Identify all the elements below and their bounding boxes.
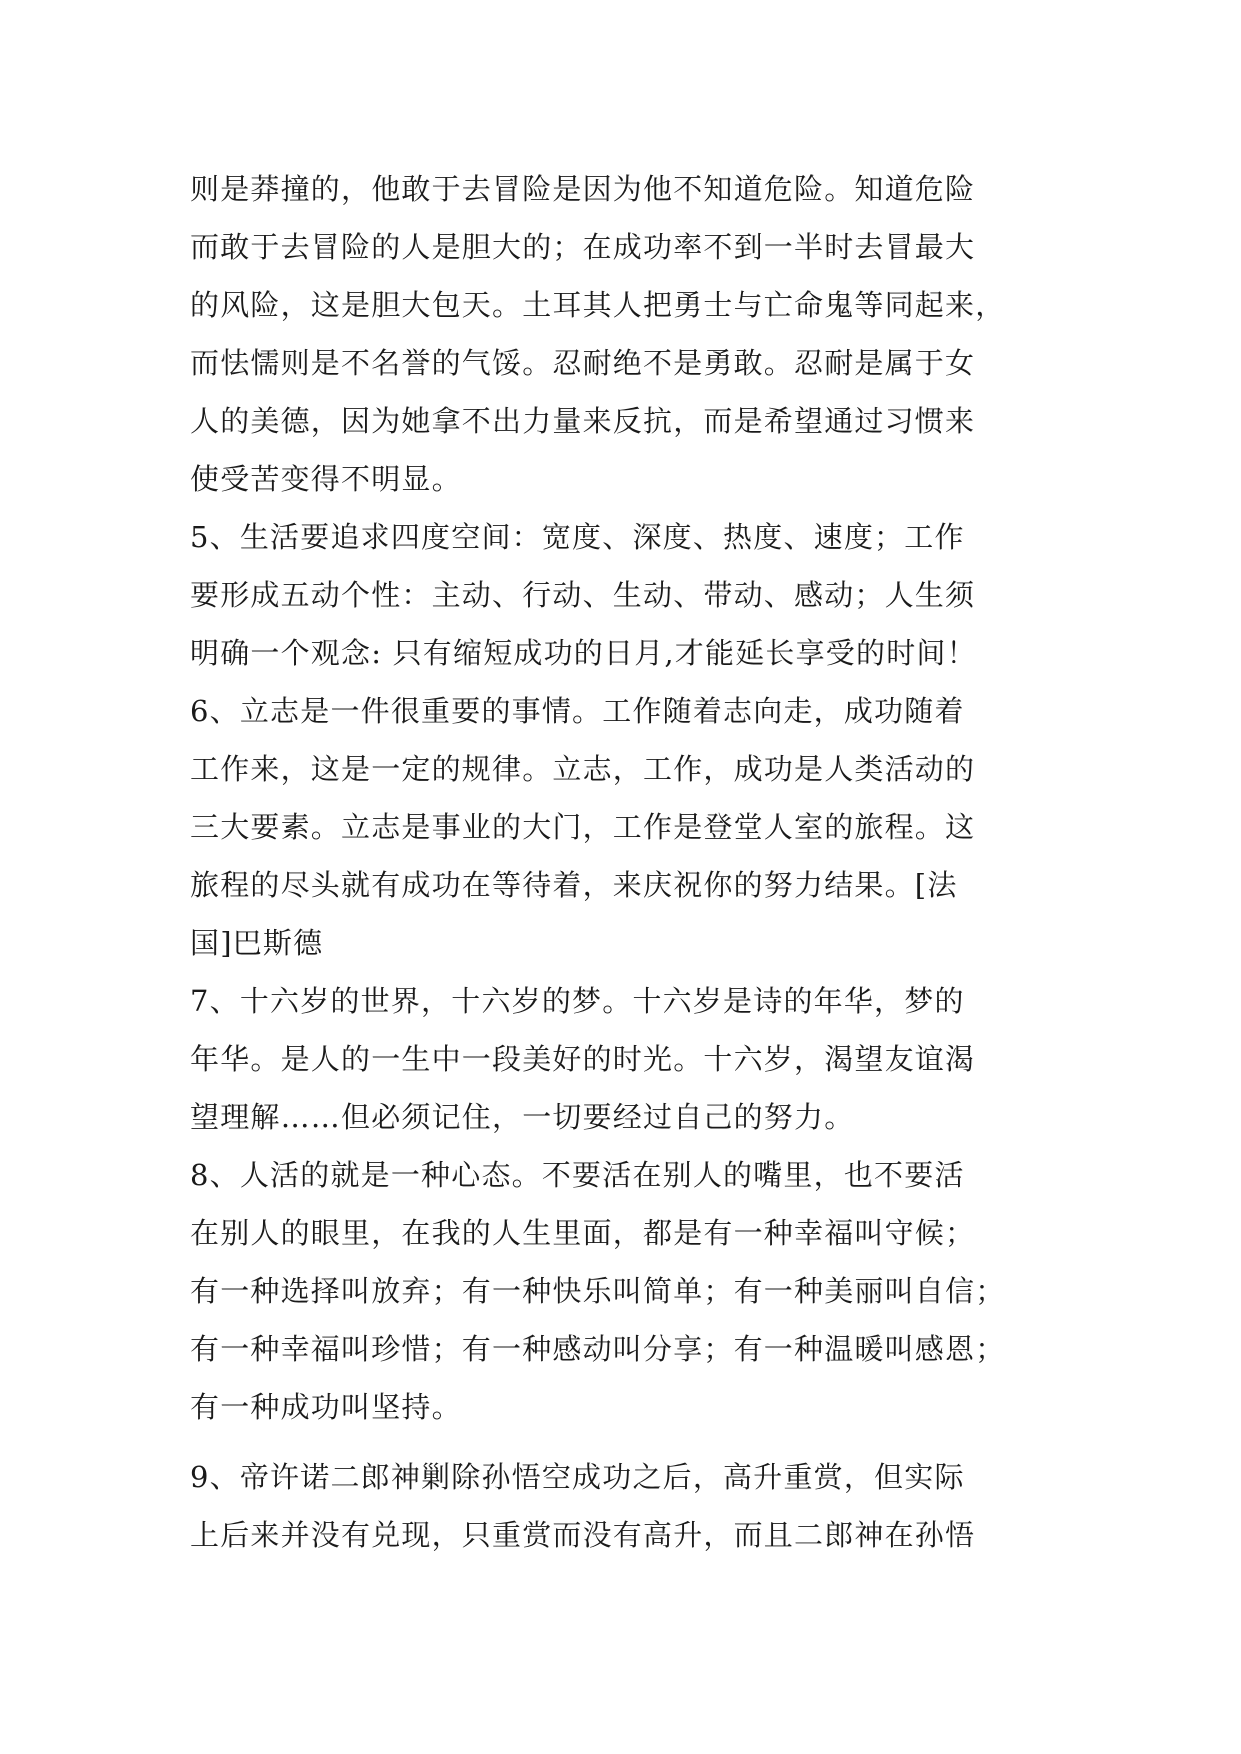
text-line: 工作来，这是一定的规律。立志，工作，成功是人类活动的 xyxy=(190,752,976,786)
text-line: 望理解……但必须记住，一切要经过自己的努力。 xyxy=(190,1100,855,1134)
text-line: 上后来并没有兑现，只重赏而没有高升，而且二郎神在孙悟 xyxy=(190,1518,976,1552)
text-line: 在别人的眼里，在我的人生里面，都是有一种幸福叫守候； xyxy=(190,1216,976,1250)
text-line: 旅程的尽头就有成功在等待着，来庆祝你的努力结果。[法 xyxy=(190,868,958,902)
text-line: 而怯懦则是不名誉的气馁。忍耐绝不是勇敢。忍耐是属于女 xyxy=(190,346,976,380)
text-line: 国]巴斯德 xyxy=(190,926,324,960)
text-line: 使受苦变得不明显。 xyxy=(190,462,462,496)
text-line: 有一种成功叫坚持。 xyxy=(190,1390,462,1424)
text-line: 5、生活要追求四度空间：宽度、深度、热度、速度；工作 xyxy=(190,520,965,554)
document-page xyxy=(190,160,1060,1564)
text-line: 则是莽撞的，他敢于去冒险是因为他不知道危险。知道危险 xyxy=(190,172,976,206)
text-line: 6、立志是一件很重要的事情。工作随着志向走，成功随着 xyxy=(190,694,965,728)
text-line: 人的美德，因为她拿不出力量来反抗，而是希望通过习惯来 xyxy=(190,404,976,438)
text-line: 而敢于去冒险的人是胆大的；在成功率不到一半时去冒最大 xyxy=(190,230,976,264)
text-line: 的风险，这是胆大包天。土耳其人把勇士与亡命鬼等同起来， xyxy=(190,288,1006,322)
text-line: 有一种选择叫放弃；有一种快乐叫简单；有一种美丽叫自信； xyxy=(190,1274,1006,1308)
text-line: 9、帝许诺二郎神剿除孙悟空成功之后，高升重赏，但实际 xyxy=(190,1460,965,1494)
text-line: 8、人活的就是一种心态。不要活在别人的嘴里，也不要活 xyxy=(190,1158,965,1192)
text-line: 明确一个观念: 只有缩短成功的日月,才能延长享受的时间！ xyxy=(190,636,977,670)
text-line: 有一种幸福叫珍惜；有一种感动叫分享；有一种温暖叫感恩； xyxy=(190,1332,1006,1366)
text-line: 三大要素。立志是事业的大门，工作是登堂人室的旅程。这 xyxy=(190,810,976,844)
text-line: 年华。是人的一生中一段美好的时光。十六岁，渴望友谊渴 xyxy=(190,1042,976,1076)
text-line: 要形成五动个性：主动、行动、生动、带动、感动；人生须 xyxy=(190,578,976,612)
text-line: 7、十六岁的世界，十六岁的梦。十六岁是诗的年华，梦的 xyxy=(190,984,965,1018)
